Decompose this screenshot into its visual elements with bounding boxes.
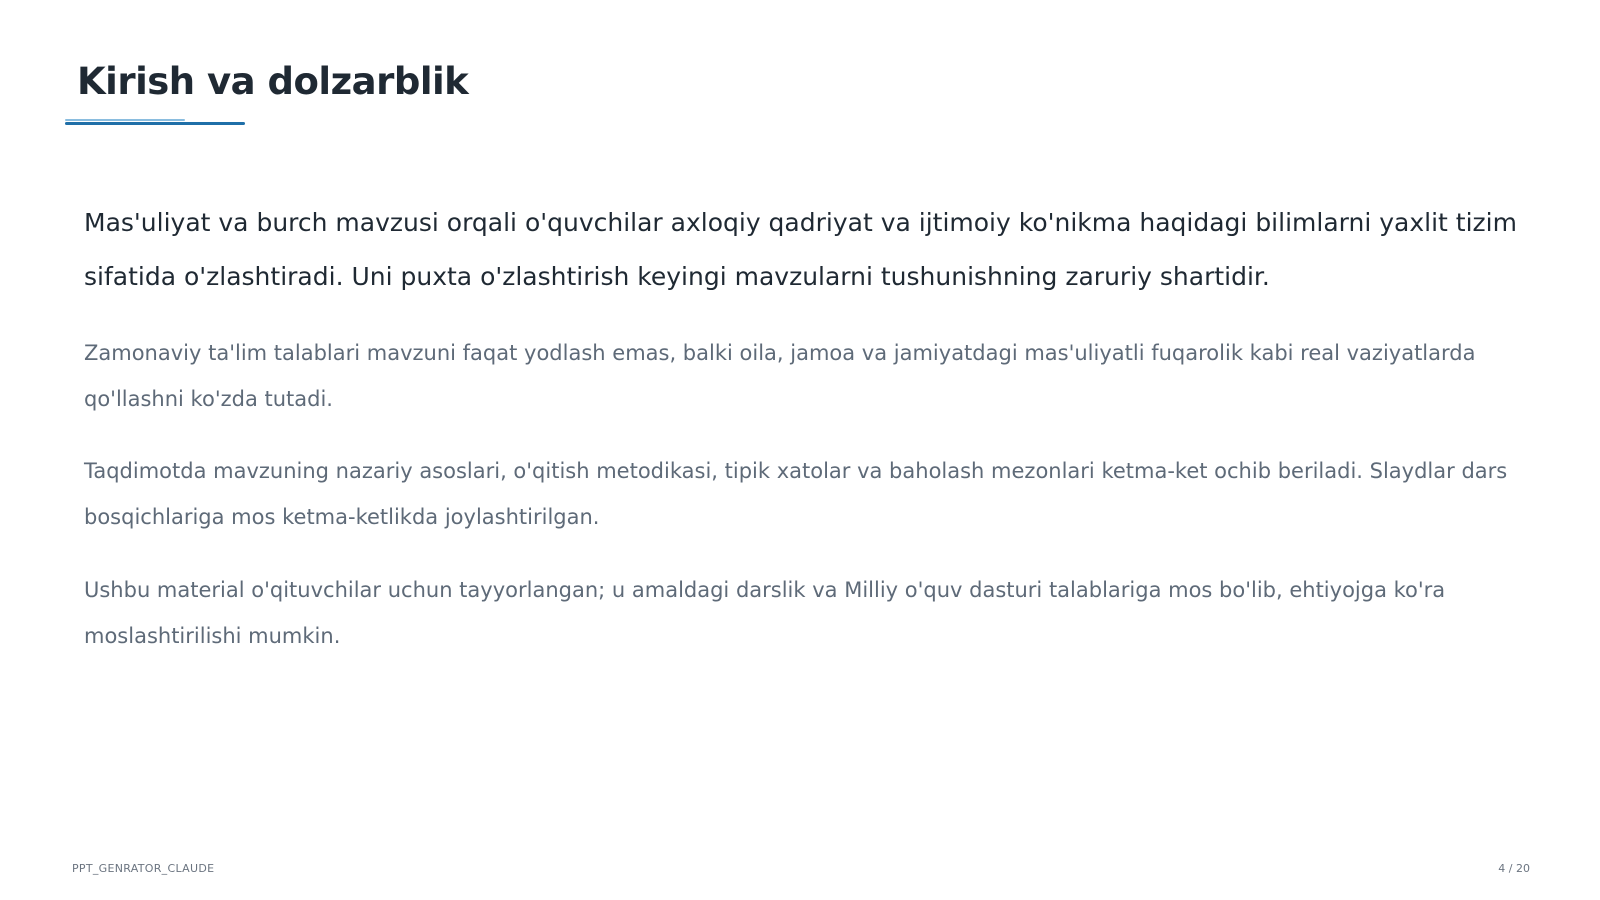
slide-title: Kirish va dolzarblik: [77, 60, 469, 103]
body-paragraph-3: Ushbu material o'qituvchilar uchun tayyorlangan; u amaldagi darslik va Milliy o'quv dasturi talablariga mos bo'lib, ehtiyojga ko'ra moslashtirilishi mumkin.: [84, 578, 1446, 648]
title-accent-line: [65, 119, 185, 121]
body-paragraph-1: Zamonaviy ta'lim talablari mavzuni faqat yodlash emas, balki oila, jamoa va jamiyatdagi mas'uliyatli fuqarolik kabi real vaziyatlarda qo'llashni ko'zda tutadi.: [84, 341, 1476, 411]
page-indicator: 4 / 20: [1498, 862, 1530, 875]
body-paragraph-2: Taqdimotda mavzuning nazariy asoslari, o'qitish metodikasi, tipik xatolar va baholash mezonlari ketma-ket ochib beriladi. Slaydlar dars bosqichlariga mos ketma-ketlikda joylashtirilgan.: [84, 459, 1508, 529]
footer-brand: PPT_GENRATOR_CLAUDE: [72, 862, 215, 875]
lead-paragraph: Mas'uliyat va burch mavzusi orqali o'quvchilar axloqiy qadriyat va ijtimoiy ko'nikma haqidagi bilimlarni yaxlit tizim sifatida o'zlashtiradi. Uni puxta o'zlashtirish keyingi mavzularni tushunishning zaruriy shartidir.: [84, 208, 1517, 291]
title-underline: [65, 122, 245, 125]
